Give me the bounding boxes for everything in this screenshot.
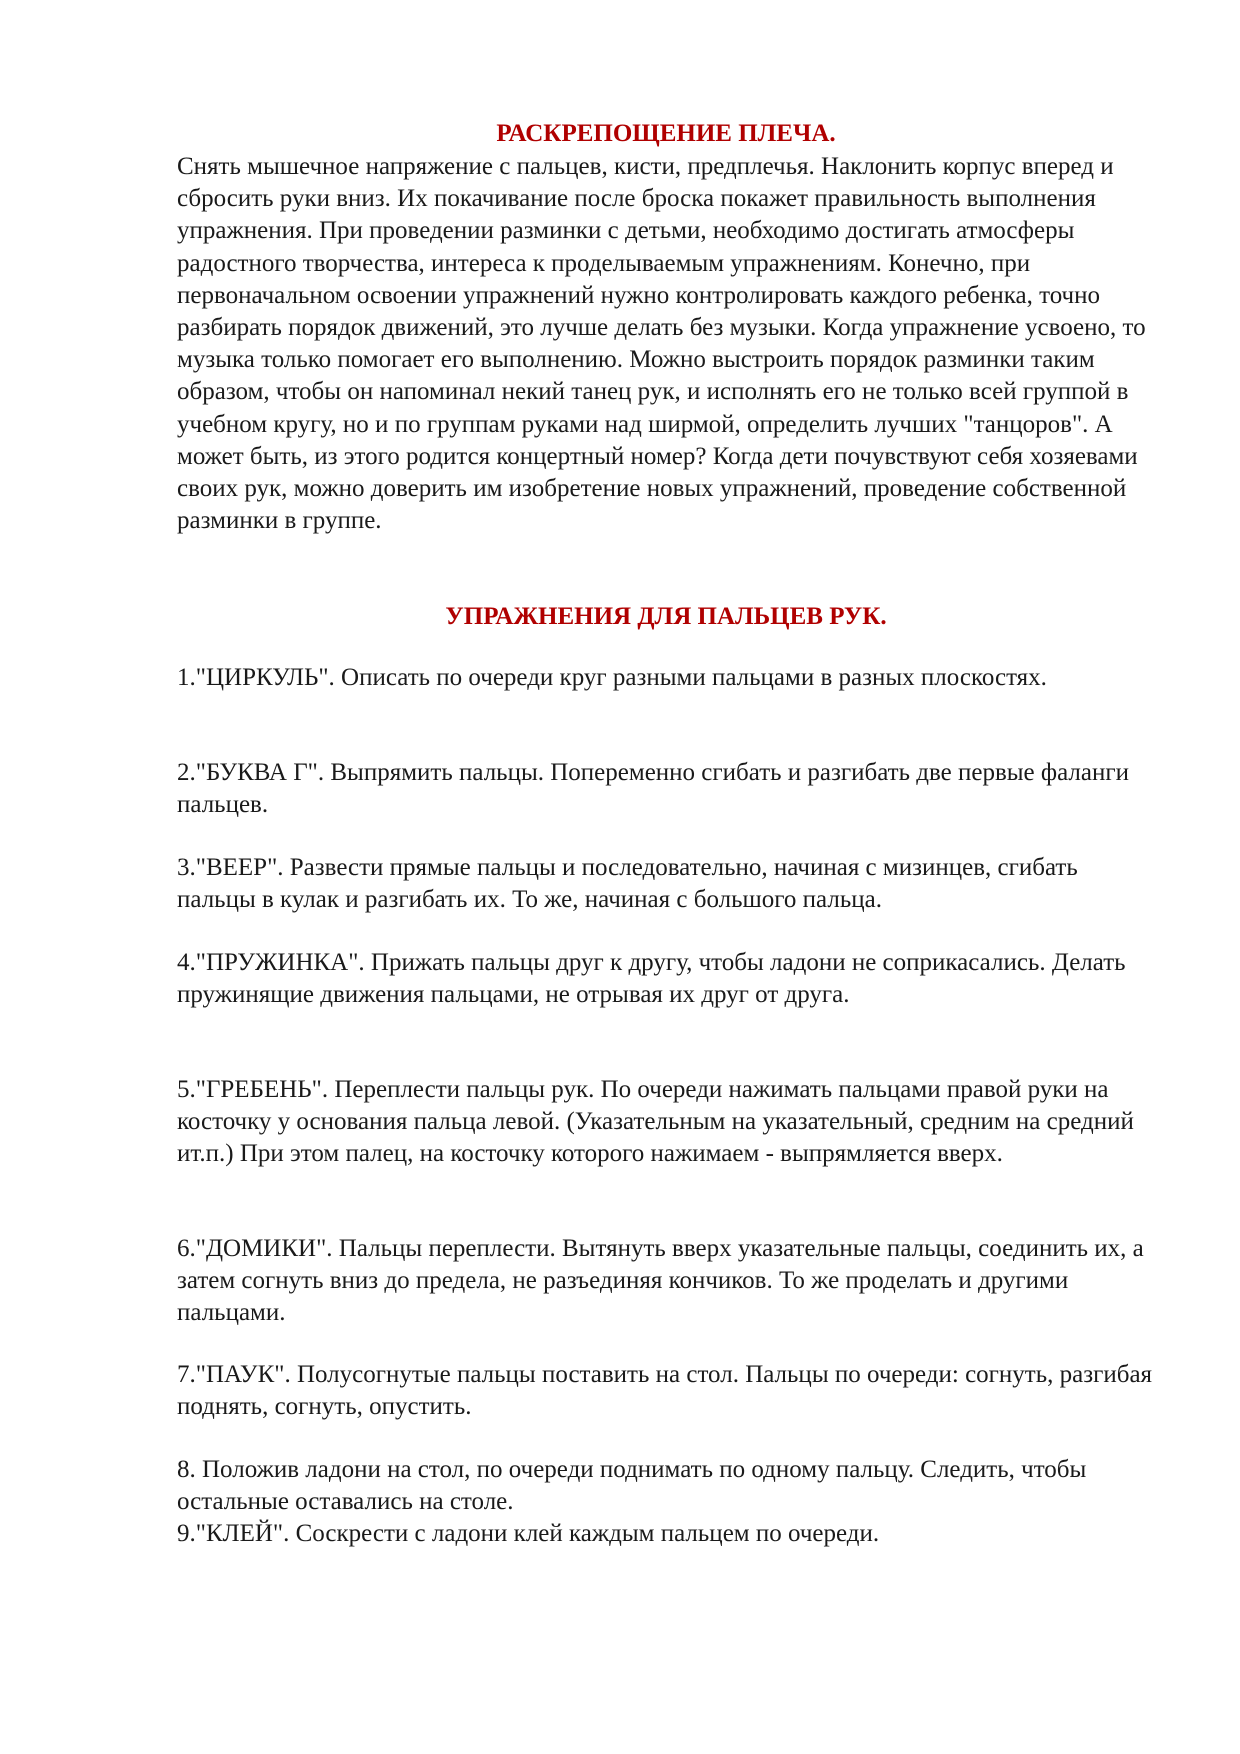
intro-paragraph: Снять мышечное напряжение с пальцев, кисти, предплечья. Наклонить корпус вперед и сбросить руки вниз. Их покачивание после броска покажет правильность выполнения упражнения. При проведении разминки с детьми, необходимо достигать атмосферы радостного творчества, интереса к проделываемым упражнениям. Конечно, при первоначальном освоении упражнений нужно контролировать каждого ребенка, точно разбирать порядок движений, это лучше делать без музыки. Когда упражнение усвоено, то музыка только помогает его выполнению. Можно выстроить порядок разминки таким образом, чтобы он напоминал некий танец рук, и исполнять его не только всей группой в учебном кругу, но и по группам руками над ширмой, определить лучших "танцоров". А может быть, из этого родится концертный номер? Когда дети почувствуют себя хозяевами своих рук, можно доверить им изобретение новых упражнений, проведение собственной разминки в группе.: [177, 153, 1146, 535]
exercise-item: 4."ПРУЖИНКА". Прижать пальцы друг к другу, чтобы ладони не соприкасались. Делать пружинящие движения пальцами, не отрывая их друг от друга.: [177, 949, 1126, 1008]
exercise-item: 8. Положив ладони на стол, по очереди поднимать по одному пальцу. Следить, чтобы остальные оставались на столе.: [177, 1456, 1087, 1515]
exercise-item: 6."ДОМИКИ". Пальцы переплести. Вытянуть вверх указательные пальцы, соединить их, а затем согнуть вниз до предела, не разъединяя кончиков. То же проделать и другими пальцами.: [177, 1235, 1144, 1326]
exercise-item: 2."БУКВА Г". Выпрямить пальцы. Попеременно сгибать и разгибать две первые фаланги пальцев.: [177, 759, 1129, 818]
exercise-item: 1."ЦИРКУЛЬ". Описать по очереди круг разными пальцами в разных плоскостях.: [177, 664, 1047, 691]
exercise-item: 3."ВЕЕР". Развести прямые пальцы и последовательно, начиная с мизинцев, сгибать пальцы в кулак и разгибать их. То же, начиная с большого пальца.: [177, 854, 1078, 913]
exercise-item: 7."ПАУК". Полусогнутые пальцы поставить на стол. Пальцы по очереди: согнуть, разгибая поднять, согнуть, опустить.: [177, 1361, 1153, 1420]
section-title-shoulder-release: РАСКРЕПОЩЕНИЕ ПЛЕЧА.: [496, 120, 836, 147]
exercise-item: 9."КЛЕЙ". Соскрести с ладони клей каждым пальцем по очереди.: [177, 1520, 880, 1547]
section-title-finger-exercises: УПРАЖНЕНИЯ ДЛЯ ПАЛЬЦЕВ РУК.: [445, 603, 887, 630]
exercise-item: 5."ГРЕБЕНЬ". Переплести пальцы рук. По очереди нажимать пальцами правой руки на косточку у основания пальца левой. (Указательным на указательный, средним на средний ит.п.) При этом палец, на косточку которого нажимаем - выпрямляется вверх.: [177, 1076, 1134, 1167]
